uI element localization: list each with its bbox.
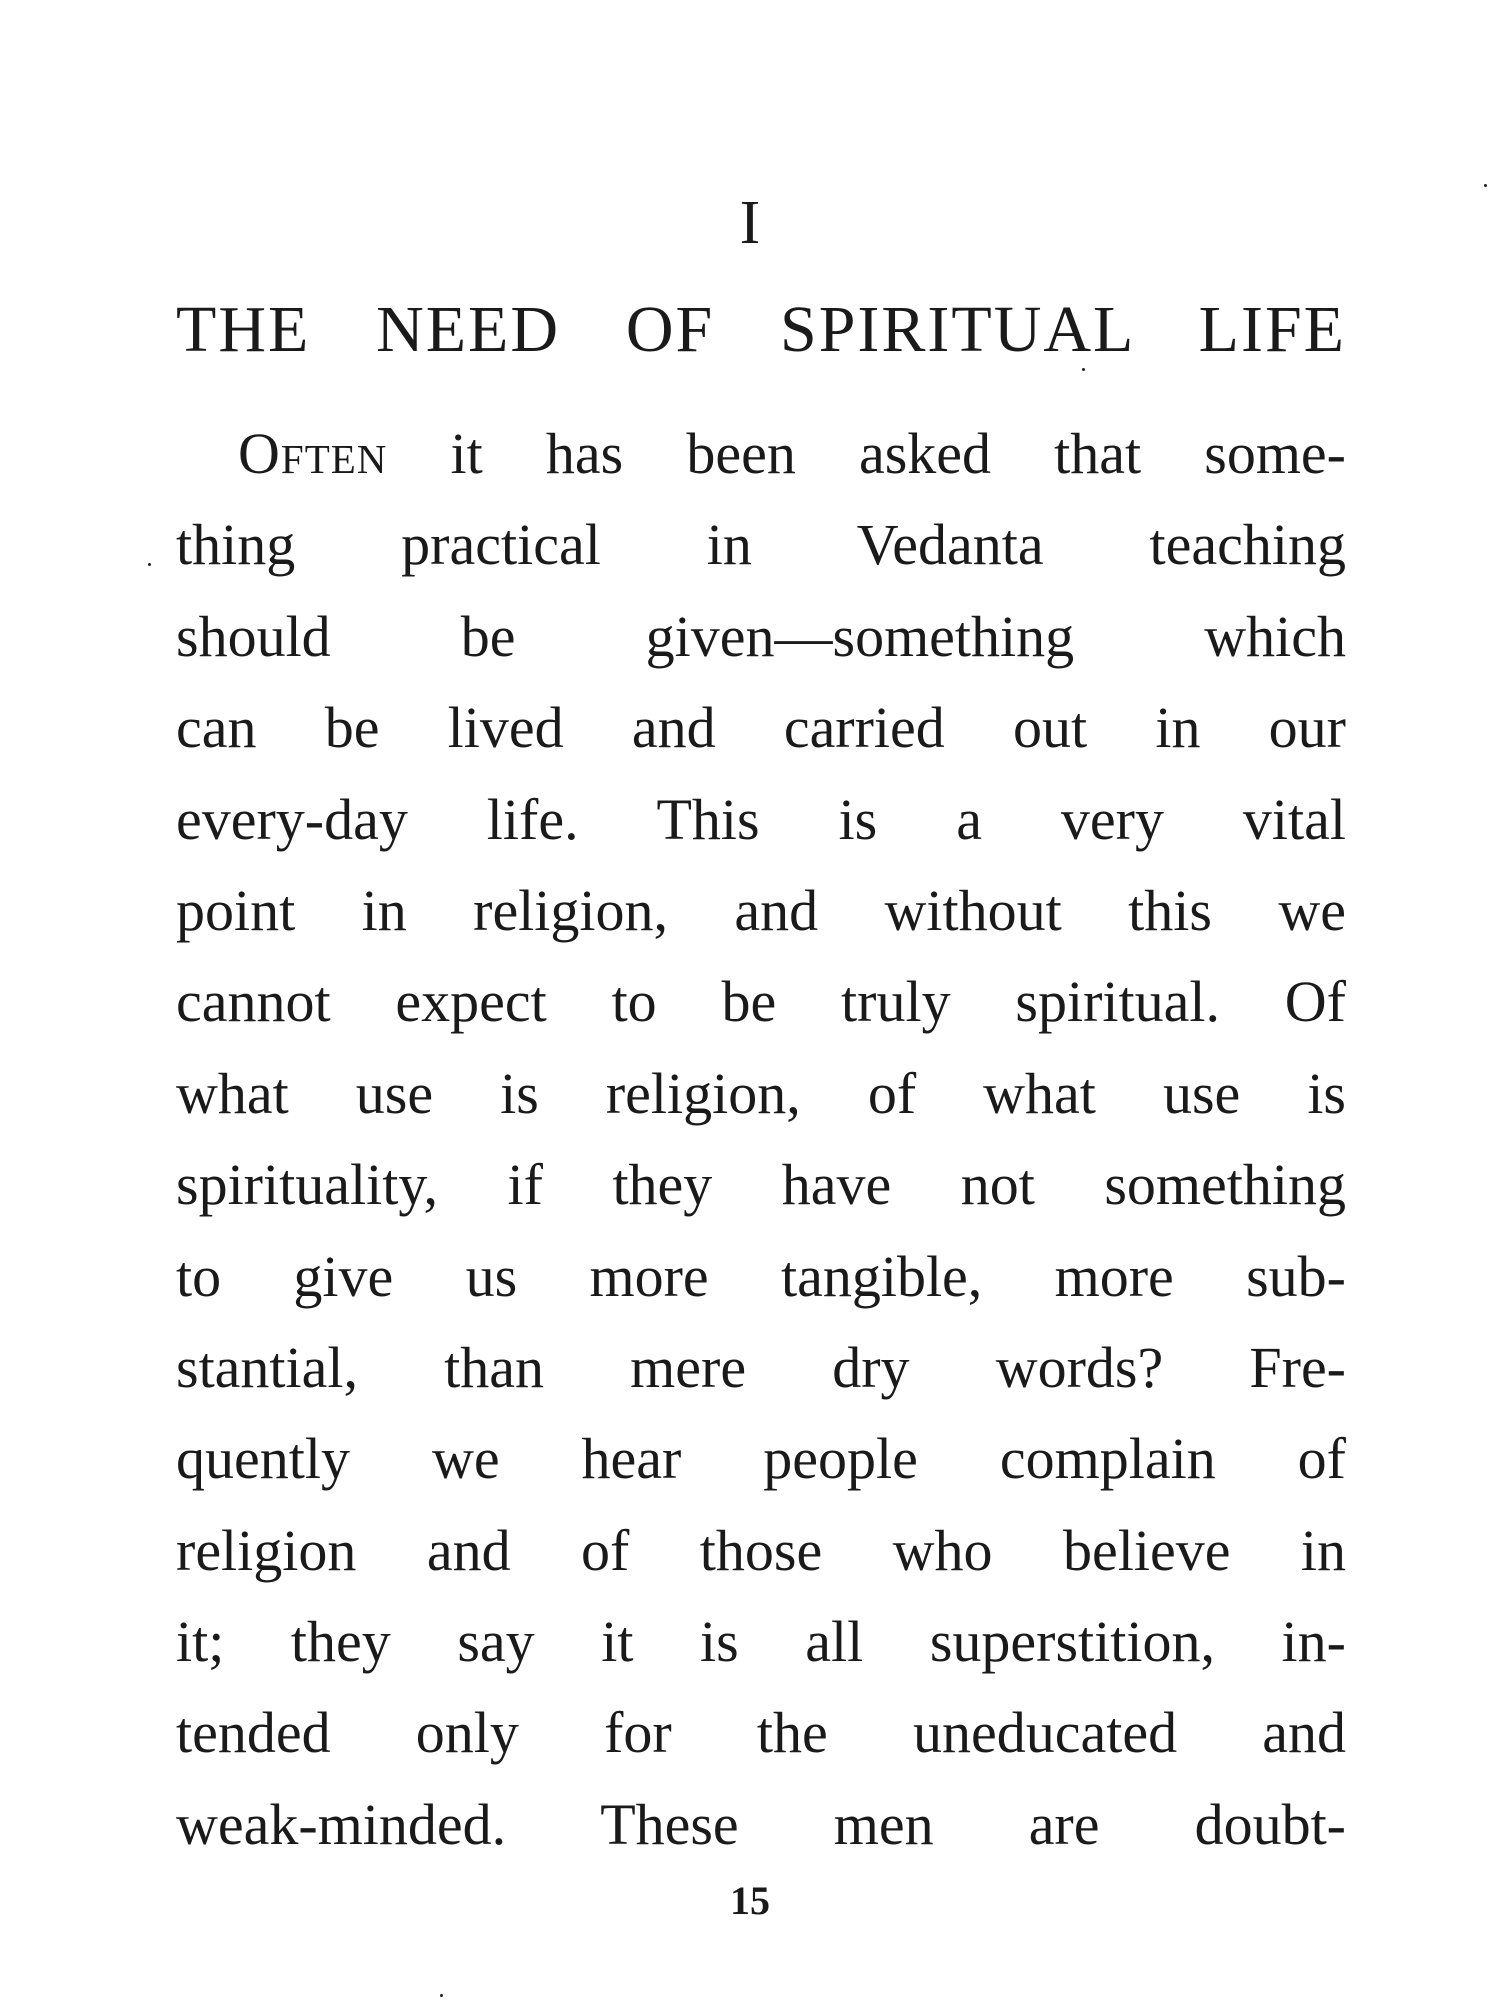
text-line <box>176 408 1346 499</box>
text-line: every-day life. This is a very vital <box>176 786 1346 852</box>
scan-speck <box>148 563 151 566</box>
scan-speck <box>1484 184 1487 187</box>
text-line: thing practical in Vedanta teaching <box>176 512 1346 578</box>
text-line: spirituality, if they have not something <box>176 1152 1346 1218</box>
text-line: weak-minded. These men are doubt- <box>176 1791 1346 1857</box>
scan-speck <box>1082 368 1085 371</box>
text-line: can be lived and carried out in our <box>176 695 1346 761</box>
text-line: it; they say it is all superstition, in- <box>176 1609 1346 1675</box>
scan-speck <box>440 1994 443 1997</box>
text-line: cannot expect to be truly spiritual. Of <box>176 969 1346 1035</box>
text-line: point in religion, and without this we <box>176 877 1346 943</box>
page-number: 15 <box>730 1878 770 1923</box>
chapter-title: THE NEED OF SPIRITUAL LIFE <box>176 293 1346 366</box>
text-line: to give us more tangible, more sub- <box>176 1243 1346 1309</box>
lead-word: Often <box>238 421 388 486</box>
text-line: tended only for the uneducated and <box>176 1700 1346 1766</box>
text-line: quently we hear people complain of <box>176 1426 1346 1492</box>
chapter-number: I <box>739 189 761 257</box>
text-line: religion and of those who believe in <box>176 1517 1346 1583</box>
line-text: it has been asked that some- <box>387 421 1346 486</box>
text-line: stantial, than mere dry words? Fre- <box>176 1334 1346 1400</box>
text-line: should be given—something which <box>176 603 1346 669</box>
text-line: what use is religion, of what use is <box>176 1060 1346 1126</box>
body-paragraph <box>176 408 1346 1870</box>
